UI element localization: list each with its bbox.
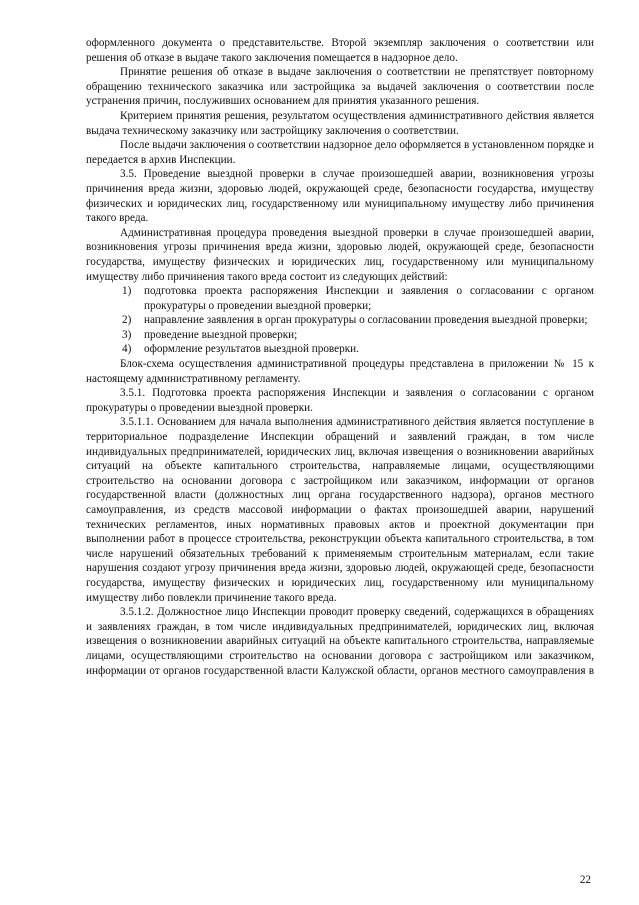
paragraph-decision-criterion: Критерием принятия решения, результатом осуществления административного действия является выдача техническому заказчику или застройщику заключения о соответствии. bbox=[86, 109, 594, 137]
list-item-number: 1) bbox=[122, 285, 132, 298]
list-item-text: проведение выездной проверки; bbox=[144, 328, 298, 341]
paragraph-continuation: оформленного документа о представительстве. Второй экземпляр заключения о соответствии или решения об отказе в выдаче такого заключения помещается в надзорное дело. bbox=[86, 37, 594, 64]
list-item-number: 2) bbox=[122, 314, 132, 327]
list-item-text: оформление результатов выездной проверки. bbox=[144, 343, 359, 356]
list-item bbox=[86, 328, 594, 343]
section-3-5-1-heading: 3.5.1. Подготовка проекта распоряжения Инспекции и заявления о согласовании с органом прокуратуры о проведении выездной проверки. bbox=[86, 387, 594, 414]
section-3-5-1-1: 3.5.1.1. Основанием для начала выполнения административного действия является поступление в территориальное подразделение Инспекции обращений и заявлений граждан, в том числе индивидуальных предпринимателей, юридических лиц, включая извещения о возникновении аварийных ситуаций на объекте капитального строительства, направляемые лицами, осуществляющими строительство на основании договора с застройщиком или заказчиком, информации от органов государственной власти (должностных лиц органа государственного надзора), органов местного самоуправления, из средств массовой информации о фактах произошедшей аварии, нарушений технических регламентов, иных нормативных правовых актов и проектной документации при выполнении работ в процессе строительства, реконструкции объекта капитального строительства, в том числе нарушений обязательных требований к применяемым строительным материалам, если такие нарушения создают угрозу причинения вреда жизни, здоровью людей, окружающей среде, безопасности государства, имуществу физических и юридических лиц, государственному или муниципальному имуществу либо повлекли причинение такого вреда. bbox=[86, 416, 594, 604]
list-item bbox=[86, 313, 594, 328]
section-3-5-heading: 3.5. Проведение выездной проверки в случае произошедшей аварии, возникновения угрозы причинения вреда жизни, здоровью людей, окружающей среде, безопасности государства, имуществу физических и юридических лиц, государственному или муниципальному имуществу либо причинения такого вреда. bbox=[86, 168, 594, 225]
list-item-number: 3) bbox=[122, 328, 132, 341]
list-item-number: 4) bbox=[122, 343, 132, 356]
page-body bbox=[86, 36, 594, 678]
list-item-text: направление заявления в орган прокуратуры о согласовании проведения выездной проверки; bbox=[144, 314, 588, 327]
paragraph-archive: После выдачи заключения о соответствии надзорное дело оформляется в установленном порядке и передается в архив Инспекции. bbox=[86, 139, 594, 166]
list-item bbox=[86, 284, 594, 313]
paragraph-flowchart-reference: Блок-схема осуществления административной процедуры представлена в приложении № 15 к настоящему административному регламенту. bbox=[86, 358, 594, 385]
paragraph-refusal-decision: Принятие решения об отказе в выдаче заключения о соответствии не препятствует повторному обращению технического заказчика или застройщика за выдачей заключения о соответствии после устранения причин, послуживших основанием для принятия указанного решения. bbox=[86, 66, 594, 108]
page-number: 22 bbox=[579, 874, 591, 886]
paragraph-procedure-steps-intro: Административная процедура проведения выездной проверки в случае произошедшей аварии, возникновения угрозы причинения вреда жизни, здоровью людей, окружающей среде, безопасности государства, имуществу физических и юридических лиц, государственному или муниципальному имуществу либо причинения такого вреда состоит из следующих действий: bbox=[86, 226, 594, 283]
section-3-5-1-2: 3.5.1.2. Должностное лицо Инспекции проводит проверку сведений, содержащихся в обращениях и заявлениях граждан, в том числе индивидуальных предпринимателей, юридических лиц, включая извещения о возникновении аварийных ситуаций на объекте капитального строительства, направляемые лицами, осуществляющими строительство на основании договора с застройщиком или заказчиком, информации от органов государственной власти Калужской области, органов местного самоуправления в bbox=[86, 606, 594, 677]
list-item bbox=[86, 342, 594, 357]
list-item-text: подготовка проекта распоряжения Инспекции и заявления о согласовании с органом прокуратуры о проведении выездной проверки; bbox=[144, 285, 594, 312]
